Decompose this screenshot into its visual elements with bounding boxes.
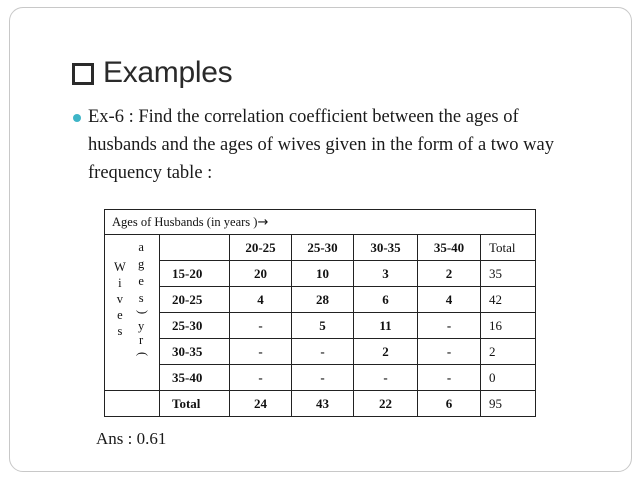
row-label: 35-40 — [160, 365, 230, 391]
grand-total: 95 — [481, 391, 536, 417]
table-cell: - — [418, 339, 481, 365]
table-cell: 10 — [292, 261, 354, 287]
table-cell: - — [230, 339, 292, 365]
empty-cell — [105, 391, 160, 417]
hollow-square-icon — [72, 63, 94, 85]
ages-letter: e — [138, 274, 144, 288]
total-row-label: Total — [160, 391, 230, 417]
wives-letter: W — [114, 260, 126, 274]
table-cell: - — [354, 365, 418, 391]
ages-vertical-label — [134, 240, 149, 361]
row-total: 42 — [481, 287, 536, 313]
table-cell: - — [292, 365, 354, 391]
caption-row — [105, 210, 536, 235]
corner-cell — [160, 235, 230, 261]
table-cell: 6 — [354, 287, 418, 313]
row-total: 0 — [481, 365, 536, 391]
column-header: 30-35 — [354, 235, 418, 261]
title-row — [72, 53, 232, 93]
slide-title: Examples — [103, 56, 233, 89]
bullet-text: Ex-6 : Find the correlation coefficient between the ages of husbands and the ages of wives given in the form of a two way frequency table : — [88, 107, 554, 183]
column-total: 43 — [292, 391, 354, 417]
table-cell: 5 — [292, 313, 354, 339]
row-label: 30-35 — [160, 339, 230, 365]
row-total: 16 — [481, 313, 536, 339]
answer-text: Ans : 0.61 — [96, 429, 167, 448]
table-row — [105, 365, 536, 391]
row-total: 35 — [481, 261, 536, 287]
table-row — [105, 313, 536, 339]
header-row — [105, 235, 536, 261]
wives-letter: v — [116, 292, 124, 306]
column-total: 22 — [354, 391, 418, 417]
ages-letter: a — [138, 240, 144, 254]
row-label: 15-20 — [160, 261, 230, 287]
column-total: 6 — [418, 391, 481, 417]
ages-letter: r — [139, 333, 144, 347]
right-arrow-icon: → — [257, 214, 269, 230]
row-label: 25-30 — [160, 313, 230, 339]
column-total: 24 — [230, 391, 292, 417]
ages-letter: y — [138, 319, 145, 333]
total-row — [105, 391, 536, 417]
table-cell: - — [230, 313, 292, 339]
table-row — [105, 287, 536, 313]
ages-letter: ( — [134, 309, 149, 315]
table-caption — [105, 210, 536, 235]
wives-letter: s — [117, 324, 123, 338]
table-cell: 11 — [354, 313, 418, 339]
bullet-dot-icon — [73, 114, 81, 122]
table-row — [105, 261, 536, 287]
table-cell: - — [230, 365, 292, 391]
ages-letter: g — [138, 257, 145, 271]
table-row — [105, 339, 536, 365]
table-cell: 4 — [230, 287, 292, 313]
wives-vertical-label — [114, 260, 126, 338]
table-cell: 4 — [418, 287, 481, 313]
table-cell: 2 — [354, 339, 418, 365]
column-header: 20-25 — [230, 235, 292, 261]
frequency-table — [104, 209, 536, 417]
row-total: 2 — [481, 339, 536, 365]
wives-letter: i — [118, 276, 122, 290]
table-cell: - — [418, 365, 481, 391]
table-cell: 2 — [418, 261, 481, 287]
table-cell: 20 — [230, 261, 292, 287]
wives-letter: e — [117, 308, 123, 322]
row-label: 20-25 — [160, 287, 230, 313]
table-cell: - — [292, 339, 354, 365]
frequency-table-wrapper — [104, 209, 536, 417]
table-cell: - — [418, 313, 481, 339]
ages-letter: s — [138, 291, 144, 305]
column-header: 35-40 — [418, 235, 481, 261]
column-header-total: Total — [481, 235, 536, 261]
table-cell: 28 — [292, 287, 354, 313]
column-header: 25-30 — [292, 235, 354, 261]
ages-letter: ) — [134, 351, 149, 357]
wives-label-cell — [105, 235, 160, 391]
table-cell: 3 — [354, 261, 418, 287]
caption-text: Ages of Husbands (in years ) — [112, 214, 258, 229]
